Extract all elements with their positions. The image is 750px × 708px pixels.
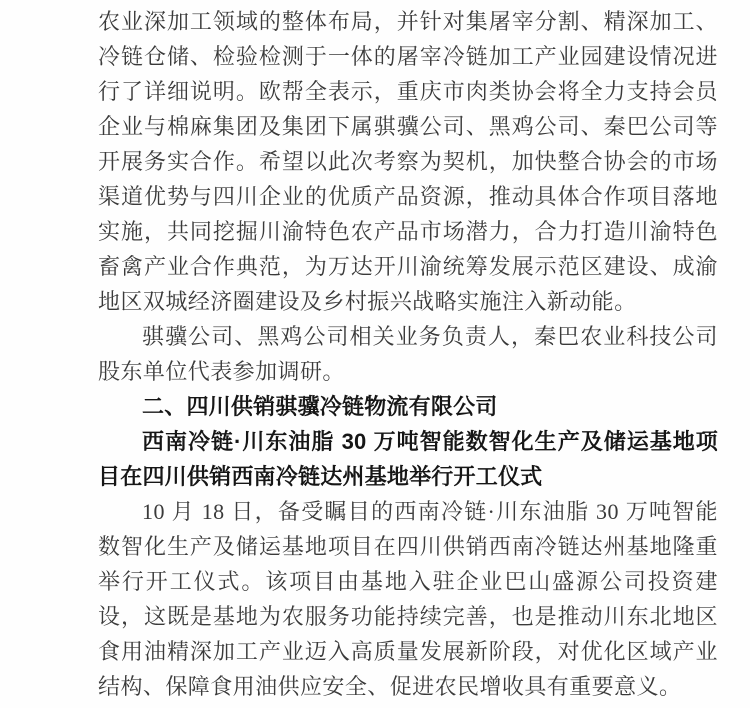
paragraph-continuation: 农业深加工领域的整体布局，并针对集屠宰分割、精深加工、冷链仓储、检验检测于一体的屠宰冷链加工产业园建设情况进行了详细说明。欧帮全表示，重庆市肉类协会将全力支持会员企业与棉麻集团及集团下属骐骥公司、黑鸡公司、秦巴公司等开展务实合作。希望以此次考察为契机，加快整合协会的市场渠道优势与四川企业的优质产品资源，推动具体合作项目落地实施，共同挖掘川渝特色农产品市场潜力，合力打造川渝特色畜禽产业合作典范，为万达开川渝统筹发展示范区建设、成渝地区双城经济圈建设及乡村振兴战略实施注入新动能。	[98, 9, 718, 314]
paragraph-article-body: 10 月 18 日，备受瞩目的西南冷链·川东油脂 30 万吨智能数智化生产及储运基地项目在四川供销西南冷链达州基地隆重举行开工仪式。该项目由基地入驻企业巴山盛源公司投资建设，这既是基地为农服务功能持续完善，也是推动川东北地区食用油精深加工产业迈入高质量发展新阶段，对优化区域产业结构、保障食用油供应安全、促进农民增收具有重要意义。	[98, 499, 718, 699]
document-body	[98, 4, 718, 704]
section-heading: 二、四川供销骐骥冷链物流有限公司	[142, 394, 498, 419]
paragraph-attendees: 骐骥公司、黑鸡公司相关业务负责人，秦巴农业科技公司股东单位代表参加调研。	[98, 324, 718, 384]
article-title: 西南冷链·川东油脂 30 万吨智能数智化生产及储运基地项目在四川供销西南冷链达州基地举行开工仪式	[98, 429, 718, 489]
